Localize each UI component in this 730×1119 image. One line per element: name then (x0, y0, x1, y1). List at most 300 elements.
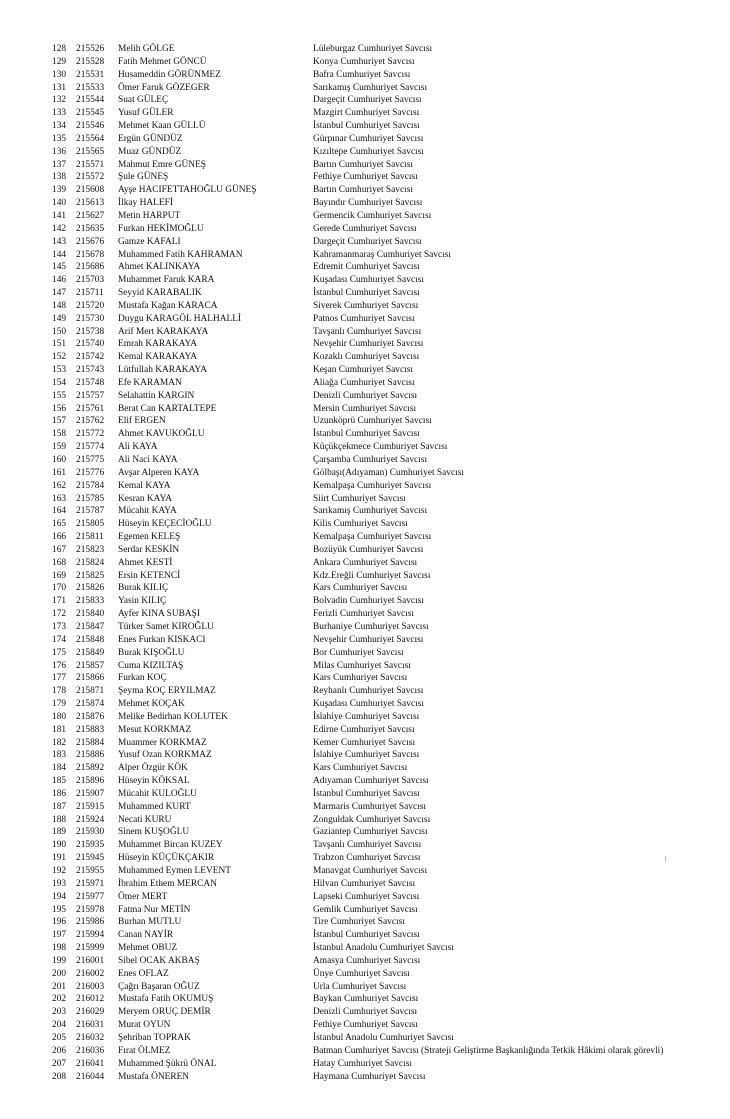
list-row (0, 326, 730, 339)
row-number: 184 (52, 763, 67, 774)
appointment-list (0, 43, 730, 1083)
row-number: 166 (52, 532, 67, 543)
row-number: 189 (52, 827, 67, 838)
assigned-post: Sarıkamış Cumhuriyet Savcısı (313, 506, 428, 517)
assigned-post: Siirt Cumhuriyet Savcısı (313, 493, 406, 504)
list-row (0, 493, 730, 506)
assigned-post: Siverek Cumhuriyet Savcısı (313, 300, 419, 311)
row-number: 201 (52, 981, 67, 992)
row-number: 142 (52, 223, 67, 234)
registry-number: 215738 (76, 326, 105, 337)
row-number: 129 (52, 56, 67, 67)
list-row (0, 1006, 730, 1019)
list-row (0, 904, 730, 917)
list-row (0, 878, 730, 891)
row-number: 187 (52, 801, 67, 812)
assigned-post: Kızıltepe Cumhuriyet Savcısı (313, 146, 424, 157)
assigned-post: Kuşadası Cumhuriyet Savcısı (313, 275, 424, 286)
assigned-post: Tavşanlı Cumhuriyet Savcısı (313, 326, 422, 337)
assigned-post: Bayındır Cumhuriyet Savcısı (313, 198, 423, 209)
row-number: 185 (52, 776, 67, 787)
registry-number: 215608 (76, 185, 105, 196)
list-row (0, 120, 730, 133)
person-name: Ayfer KINA SUBAŞI (118, 609, 200, 620)
row-number: 205 (52, 1032, 67, 1043)
registry-number: 215930 (76, 827, 105, 838)
registry-number: 215785 (76, 493, 105, 504)
person-name: Elif ERGEN (118, 416, 166, 427)
person-name: Şehriban TOPRAK (118, 1032, 191, 1043)
row-number: 174 (52, 634, 67, 645)
registry-number: 215876 (76, 711, 105, 722)
person-name: Fırat ÖLMEZ (118, 1045, 171, 1056)
list-row (0, 826, 730, 839)
person-name: Şeyma KOÇ ERYILMAZ (118, 686, 216, 697)
row-number: 192 (52, 866, 67, 876)
registry-number: 215840 (76, 609, 105, 620)
registry-number: 215986 (76, 917, 105, 928)
registry-number: 215572 (76, 172, 105, 183)
list-row (0, 570, 730, 583)
assigned-post: Kozaklı Cumhuriyet Savcısı (313, 352, 420, 363)
list-row (0, 775, 730, 788)
list-row (0, 582, 730, 595)
registry-number: 215871 (76, 686, 105, 697)
registry-number: 216029 (76, 1007, 105, 1018)
person-name: Emrah KARAKAYA (118, 339, 198, 350)
person-name: Necati KURU (118, 814, 172, 825)
person-name: Ömer Faruk GÖZEGER (118, 82, 210, 93)
registry-number: 216002 (76, 968, 105, 979)
list-row (0, 814, 730, 827)
list-row (0, 788, 730, 801)
person-name: Enes OFLAZ (118, 968, 169, 979)
assigned-post: Gürpınar Cumhuriyet Savcısı (313, 133, 424, 144)
registry-number: 215761 (76, 403, 105, 414)
row-number: 178 (52, 686, 67, 697)
registry-number: 215857 (76, 660, 105, 671)
registry-number: 215533 (76, 82, 105, 93)
registry-number: 215546 (76, 121, 105, 132)
person-name: Muhammet Bircan KUZEY (118, 840, 223, 851)
list-row (0, 441, 730, 454)
row-number: 188 (52, 814, 67, 825)
person-name: Muhammed Şükrü ÖNAL (118, 1058, 217, 1069)
registry-number: 215824 (76, 557, 105, 568)
list-row (0, 505, 730, 518)
registry-number: 215565 (76, 146, 105, 157)
row-number: 130 (52, 69, 67, 80)
registry-number: 215915 (76, 801, 105, 812)
row-number: 199 (52, 955, 67, 966)
list-row (0, 377, 730, 390)
list-row (0, 94, 730, 107)
person-name: Hüseyin KÖKSAL (118, 776, 190, 787)
list-row (0, 1071, 730, 1084)
assigned-post: Manavgat Cumhuriyet Savcısı (313, 866, 428, 876)
assigned-post: İstanbul Anadolu Cumhuriyet Savcısı (313, 943, 454, 954)
assigned-post: İstanbul Cumhuriyet Savcısı (313, 288, 420, 299)
registry-number: 215528 (76, 56, 105, 67)
list-row (0, 56, 730, 69)
person-name: Burak KILIÇ (118, 583, 169, 594)
list-row (0, 107, 730, 120)
assigned-post: Bafra Cumhuriyet Savcısı (313, 69, 411, 80)
assigned-post: İstanbul Cumhuriyet Savcısı (313, 429, 420, 440)
registry-number: 215571 (76, 159, 105, 170)
registry-number: 216032 (76, 1032, 105, 1043)
list-row (0, 942, 730, 955)
person-name: Mustafa ÖNEREN (118, 1071, 190, 1082)
person-name: Muhammed Eymen LEVENT (118, 866, 231, 876)
assigned-post: Urla Cumhuriyet Savcısı (313, 981, 407, 992)
assigned-post: Fethiye Cumhuriyet Savcısı (313, 1020, 418, 1031)
registry-number: 215978 (76, 904, 105, 915)
registry-number: 215935 (76, 840, 105, 851)
list-row (0, 146, 730, 159)
registry-number: 215866 (76, 673, 105, 684)
assigned-post: Ünye Cumhuriyet Savcısı (313, 968, 410, 979)
row-number: 173 (52, 621, 67, 632)
list-row (0, 518, 730, 531)
list-row (0, 865, 730, 878)
person-name: Cuma KIZILTAŞ (118, 660, 184, 671)
row-number: 172 (52, 609, 67, 620)
registry-number: 215531 (76, 69, 105, 80)
registry-number: 215776 (76, 467, 105, 478)
assigned-post: Kemalpaşa Cumhuriyet Savcısı (313, 480, 432, 491)
assigned-post: Lüleburgaz Cumhuriyet Savcısı (313, 44, 433, 54)
row-number: 195 (52, 904, 67, 915)
person-name: Mücahit KAYA (118, 506, 177, 517)
assigned-post: Gölbaşı(Adıyaman) Cumhuriyet Savcısı (313, 467, 465, 478)
row-number: 169 (52, 570, 67, 581)
assigned-post: İstanbul Cumhuriyet Savcısı (313, 930, 420, 941)
assigned-post: İstanbul Anadolu Cumhuriyet Savcısı (313, 1032, 454, 1043)
registry-number: 215740 (76, 339, 105, 350)
person-name: Arif Mert KARAKAYA (118, 326, 209, 337)
registry-number: 215772 (76, 429, 105, 440)
person-name: Muaz GÜNDÜZ (118, 146, 182, 157)
row-number: 153 (52, 365, 67, 376)
assigned-post: Batman Cumhuriyet Savcısı (Strateji Geliştirme Başkanlığında Tetkik Hâkimi olarak görevli) (313, 1045, 664, 1056)
row-number: 150 (52, 326, 67, 337)
list-row (0, 159, 730, 172)
list-row (0, 210, 730, 223)
person-name: Sinem KUŞOĞLU (118, 827, 190, 838)
list-row (0, 595, 730, 608)
row-number: 204 (52, 1020, 67, 1031)
assigned-post: Denizli Cumhuriyet Savcısı (313, 390, 418, 401)
registry-number: 215720 (76, 300, 105, 311)
registry-number: 216036 (76, 1045, 105, 1056)
list-row (0, 184, 730, 197)
list-row (0, 43, 730, 56)
row-number: 162 (52, 480, 67, 491)
person-name: Gamze KAFALI (118, 236, 181, 247)
assigned-post: Tire Cumhuriyet Savcısı (313, 917, 405, 928)
registry-number: 216031 (76, 1020, 105, 1031)
assigned-post: Dargeçit Cumhuriyet Savcısı (313, 236, 422, 247)
row-number: 151 (52, 339, 67, 350)
row-number: 146 (52, 275, 67, 286)
registry-number: 215945 (76, 853, 105, 864)
registry-number: 215874 (76, 699, 105, 710)
row-number: 208 (52, 1071, 67, 1082)
list-row (0, 133, 730, 146)
list-row (0, 531, 730, 544)
person-name: Muhammet Faruk KARA (118, 275, 215, 286)
assigned-post: Gaziantep Cumhuriyet Savcısı (313, 827, 428, 838)
registry-number: 215762 (76, 416, 105, 427)
person-name: Ergün GÜNDÜZ (118, 133, 183, 144)
registry-number: 215847 (76, 621, 105, 632)
list-row (0, 749, 730, 762)
registry-number: 215955 (76, 866, 105, 876)
list-row (0, 916, 730, 929)
person-name: Burhan MUTLU (118, 917, 182, 928)
person-name: Mücahit KULOĞLU (118, 788, 197, 799)
row-number: 155 (52, 390, 67, 401)
registry-number: 215823 (76, 544, 105, 555)
registry-number: 215711 (76, 288, 104, 299)
registry-number: 215907 (76, 788, 105, 799)
assigned-post: Kemer Cumhuriyet Savcısı (313, 737, 416, 748)
person-name: Melike Bedirhan KOLUTEK (118, 711, 228, 722)
person-name: Mesut KORKMAZ (118, 724, 192, 735)
list-row (0, 1019, 730, 1032)
person-name: Şule GÜNEŞ (118, 172, 169, 183)
list-row (0, 364, 730, 377)
person-name: Yusuf GÜLER (118, 108, 174, 119)
row-number: 181 (52, 724, 67, 735)
row-number: 180 (52, 711, 67, 722)
list-row (0, 261, 730, 274)
list-row (0, 171, 730, 184)
list-row (0, 981, 730, 994)
list-row (0, 313, 730, 326)
row-number: 135 (52, 133, 67, 144)
list-row (0, 467, 730, 480)
person-name: Egemen KELEŞ (118, 532, 181, 543)
person-name: Metin HARPUT (118, 210, 181, 221)
row-number: 139 (52, 185, 67, 196)
row-number: 202 (52, 994, 67, 1005)
row-number: 128 (52, 44, 67, 54)
list-row (0, 69, 730, 82)
row-number: 175 (52, 647, 67, 658)
list-row (0, 415, 730, 428)
row-number: 194 (52, 891, 67, 902)
row-number: 137 (52, 159, 67, 170)
row-number: 186 (52, 788, 67, 799)
person-name: Hüseyin KÜÇÜKÇAKIR (118, 853, 215, 864)
person-name: Seyyid KARABALIK (118, 288, 202, 299)
assigned-post: Zonguldak Cumhuriyet Savcısı (313, 814, 431, 825)
list-row (0, 274, 730, 287)
registry-number: 215703 (76, 275, 105, 286)
registry-number: 215676 (76, 236, 105, 247)
registry-number: 215811 (76, 532, 104, 543)
row-number: 154 (52, 377, 67, 388)
person-name: Lütfullah KARAKAYA (118, 365, 207, 376)
registry-number: 215678 (76, 249, 105, 260)
row-number: 161 (52, 467, 67, 478)
assigned-post: Reyhanlı Cumhuriyet Savcısı (313, 686, 424, 697)
row-number: 167 (52, 544, 67, 555)
row-number: 163 (52, 493, 67, 504)
person-name: Yasin KILIÇ (118, 596, 167, 607)
assigned-post: Fethiye Cumhuriyet Savcısı (313, 172, 418, 183)
person-name: Melih GÖLGE (118, 44, 175, 54)
registry-number: 215896 (76, 776, 105, 787)
assigned-post: Kars Cumhuriyet Savcısı (313, 583, 408, 594)
person-name: Efe KARAMAN (118, 377, 182, 388)
registry-number: 215886 (76, 750, 105, 761)
registry-number: 215544 (76, 95, 105, 106)
person-name: Ahmet KESTİ (118, 557, 173, 568)
list-row (0, 544, 730, 557)
row-number: 206 (52, 1045, 67, 1056)
list-row (0, 724, 730, 737)
list-row (0, 634, 730, 647)
person-name: Avşar Alperen KAYA (118, 467, 200, 478)
person-name: Mustafa Kağan KARACA (118, 300, 218, 311)
person-name: Ersin KETENCİ (118, 570, 181, 581)
row-number: 165 (52, 519, 67, 530)
assigned-post: Kemalpaşa Cumhuriyet Savcısı (313, 532, 432, 543)
registry-number: 215545 (76, 108, 105, 119)
assigned-post: Milas Cumhuriyet Savcısı (313, 660, 411, 671)
registry-number: 215784 (76, 480, 105, 491)
person-name: Mehmet OBUZ (118, 943, 178, 954)
row-number: 149 (52, 313, 67, 324)
assigned-post: Çarşamba Cumhuriyet Savcısı (313, 455, 428, 465)
registry-number: 215884 (76, 737, 105, 748)
row-number: 152 (52, 352, 67, 363)
person-name: Burak KIŞOĞLU (118, 647, 185, 658)
assigned-post: Bor Cumhuriyet Savcısı (313, 647, 404, 658)
assigned-post: Edremit Cumhuriyet Savcısı (313, 262, 420, 273)
person-name: Mehmet Kaan GÜLLÜ (118, 121, 206, 132)
person-name: Duygu KARAGÖL HALHALLİ (118, 313, 242, 324)
row-number: 190 (52, 840, 67, 851)
person-name: Kemal KARAKAYA (118, 352, 198, 363)
person-name: Murat OYUN (118, 1020, 171, 1031)
registry-number: 215848 (76, 634, 105, 645)
person-name: Muhammed KURT (118, 801, 191, 812)
row-number: 143 (52, 236, 67, 247)
assigned-post: Edirne Cumhuriyet Savcısı (313, 724, 415, 735)
row-number: 133 (52, 108, 67, 119)
list-row (0, 737, 730, 750)
person-name: Fatih Mehmet GÖNCÜ (118, 56, 207, 67)
assigned-post: Dargeçit Cumhuriyet Savcısı (313, 95, 422, 106)
assigned-post: İslahiye Cumhuriyet Savcısı (313, 750, 420, 761)
row-number: 148 (52, 300, 67, 311)
registry-number: 215833 (76, 596, 105, 607)
assigned-post: Adıyaman Cumhuriyet Savcısı (313, 776, 429, 787)
list-row (0, 685, 730, 698)
registry-number: 215999 (76, 943, 105, 954)
registry-number: 215977 (76, 891, 105, 902)
list-row (0, 351, 730, 364)
list-row (0, 762, 730, 775)
row-number: 170 (52, 583, 67, 594)
registry-number: 215849 (76, 647, 105, 658)
assigned-post: Bartın Cumhuriyet Savcısı (313, 159, 413, 170)
row-number: 197 (52, 930, 67, 941)
assigned-post: Marmaris Cumhuriyet Savcısı (313, 801, 427, 812)
person-name: Meryem ORUÇ DEMİR (118, 1007, 211, 1018)
row-number: 134 (52, 121, 67, 132)
person-name: Kesran KAYA (118, 493, 173, 504)
assigned-post: Patnos Cumhuriyet Savcısı (313, 313, 415, 324)
registry-number: 215686 (76, 262, 105, 273)
list-row (0, 660, 730, 673)
assigned-post: Mazgirt Cumhuriyet Savcısı (313, 108, 420, 119)
person-name: Berat Can KARTALTEPE (118, 403, 217, 414)
registry-number: 216003 (76, 981, 105, 992)
assigned-post: Ferizli Cumhuriyet Savcısı (313, 609, 415, 620)
registry-number: 215742 (76, 352, 105, 363)
person-name: Alper Özgür KÖK (118, 763, 188, 774)
row-number: 157 (52, 416, 67, 427)
assigned-post: Kars Cumhuriyet Savcısı (313, 763, 408, 774)
assigned-post: Baykan Cumhuriyet Savcısı (313, 994, 419, 1005)
assigned-post: Gerede Cumhuriyet Savcısı (313, 223, 417, 234)
person-name: Fatma Nur METİN (118, 904, 191, 915)
assigned-post: Kilis Cumhuriyet Savcısı (313, 519, 408, 530)
person-name: Muammer KORKMAZ (118, 737, 207, 748)
list-row (0, 968, 730, 981)
registry-number: 215892 (76, 763, 105, 774)
assigned-post: İslahiye Cumhuriyet Savcısı (313, 711, 420, 722)
assigned-post: Aliağa Cumhuriyet Savcısı (313, 377, 415, 388)
list-row (0, 428, 730, 441)
list-row (0, 698, 730, 711)
list-row (0, 82, 730, 95)
assigned-post: Keşan Cumhuriyet Savcısı (313, 365, 413, 376)
row-number: 198 (52, 943, 67, 954)
person-name: İlkay HALEFİ (118, 198, 173, 209)
person-name: Yusuf Ozan KORKMAZ (118, 750, 212, 761)
registry-number: 215613 (76, 198, 105, 209)
registry-number: 215805 (76, 519, 105, 530)
assigned-post: Hatay Cumhuriyet Savcısı (313, 1058, 412, 1069)
list-row (0, 929, 730, 942)
scan-mark (665, 856, 666, 862)
assigned-post: Nevşehir Cumhuriyet Savcısı (313, 339, 424, 350)
row-number: 191 (52, 853, 67, 864)
list-row (0, 236, 730, 249)
row-number: 132 (52, 95, 67, 106)
list-row (0, 223, 730, 236)
person-name: İbrahim Ethem MERCAN (118, 878, 217, 889)
registry-number: 215826 (76, 583, 105, 594)
list-row (0, 300, 730, 313)
registry-number: 215971 (76, 878, 105, 889)
row-number: 141 (52, 210, 67, 221)
person-name: Canan NAYİR (118, 930, 174, 941)
person-name: Sibel OCAK AKBAŞ (118, 955, 200, 966)
row-number: 156 (52, 403, 67, 414)
list-row (0, 287, 730, 300)
assigned-post: Hilvan Cumhuriyet Savcısı (313, 878, 416, 889)
list-row (0, 480, 730, 493)
row-number: 159 (52, 442, 67, 453)
assigned-post: Lapseki Cumhuriyet Savcısı (313, 891, 420, 902)
